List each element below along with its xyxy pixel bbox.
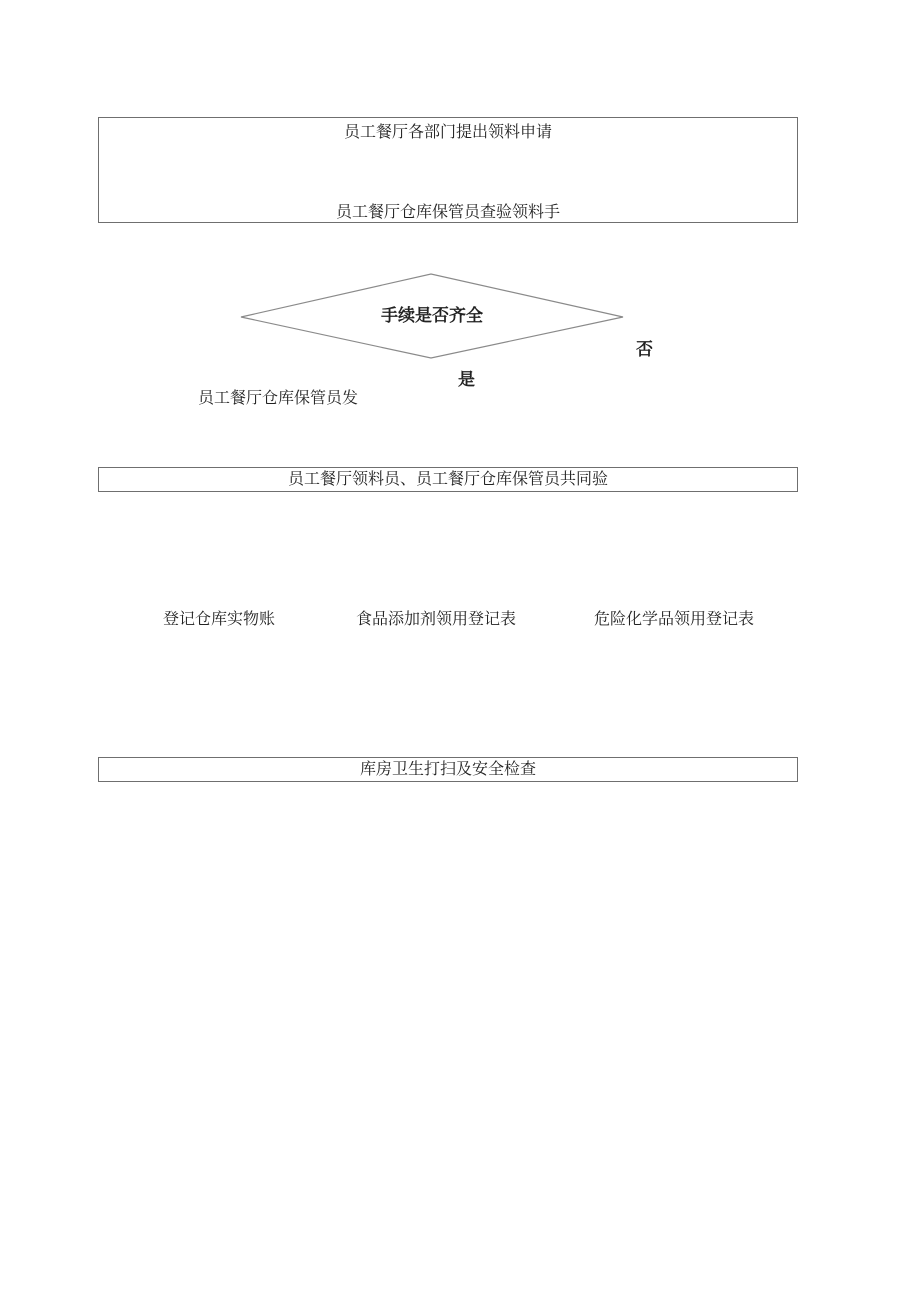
joint-inspection-text: 员工餐厅领料员、员工餐厅仓库保管员共同验: [287, 469, 608, 488]
record-additives: 食品添加剂领用登记表: [356, 609, 517, 628]
record-ledger: 登记仓库实物账: [163, 609, 276, 628]
request-box: [98, 117, 798, 223]
record-hazardous: 危险化学品领用登记表: [594, 609, 755, 628]
issue-text: 员工餐厅仓库保管员发: [198, 388, 359, 407]
no-branch-label: 否: [636, 340, 653, 360]
cleaning-box: [98, 757, 798, 782]
yes-branch-label: 是: [458, 370, 475, 390]
cleaning-text: 库房卫生打扫及安全检查: [359, 759, 536, 778]
decision-label: 手续是否齐全: [381, 306, 483, 326]
joint-inspection-box: [98, 467, 798, 492]
verify-text: 员工餐厅仓库保管员查验领料手: [335, 202, 560, 221]
request-text: 员工餐厅各部门提出领料申请: [343, 122, 552, 141]
